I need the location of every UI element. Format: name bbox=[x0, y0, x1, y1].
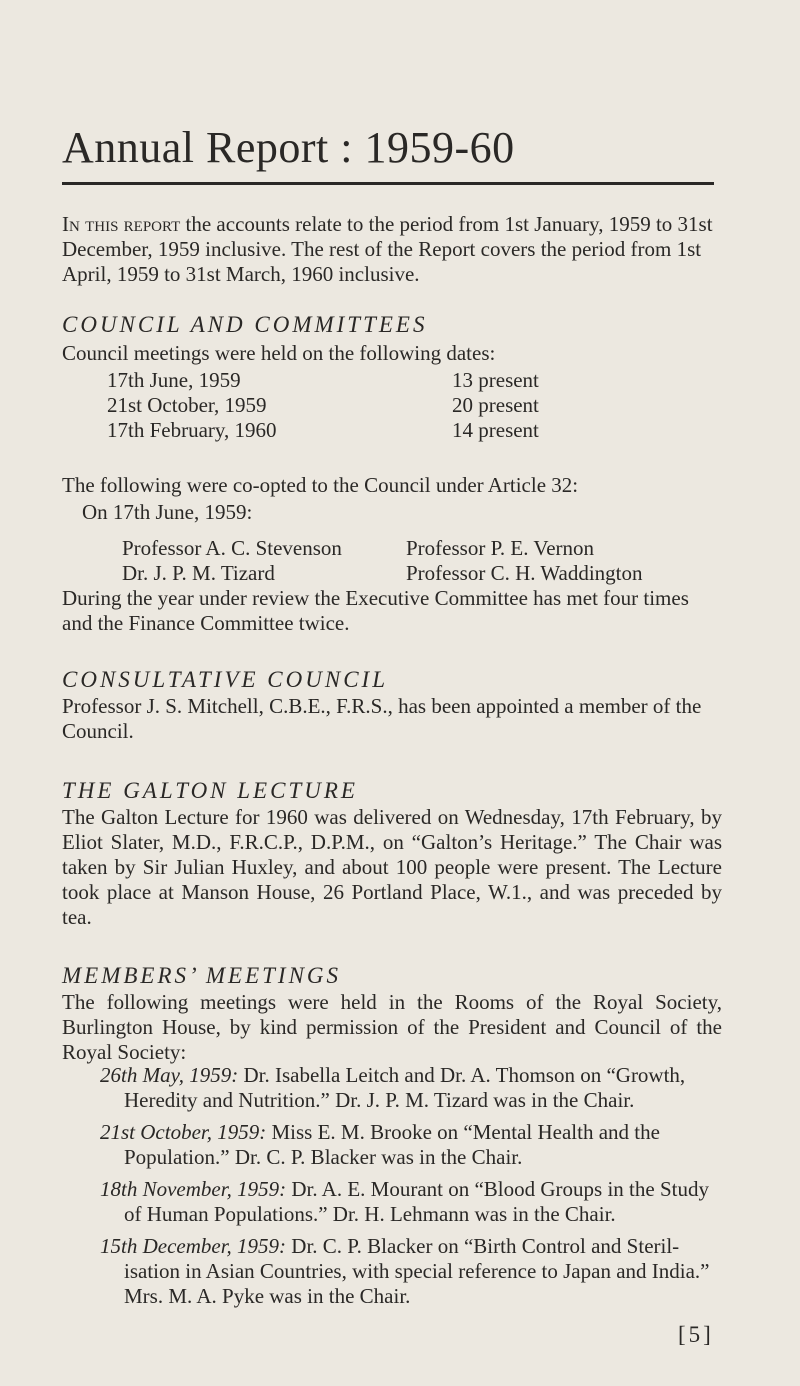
coopted-intro: The following were co-opted to the Council under Article 32: bbox=[62, 473, 579, 497]
coopted-member: Dr. J. P. M. Tizard bbox=[122, 561, 275, 585]
consultative-text: Professor J. S. Mitchell, C.B.E., F.R.S., has been appointed a member of the Council. bbox=[62, 694, 702, 743]
entry-line2: of Human Populations.” Dr. H. Lehmann was in the Chair. bbox=[124, 1202, 616, 1226]
galton-heading: THE GALTON LECTURE bbox=[62, 778, 358, 803]
meeting-date: 17th February, 1960 bbox=[107, 418, 277, 442]
coopted-member: Professor A. C. Stevenson bbox=[122, 536, 342, 560]
galton-text: The Galton Lecture for 1960 was delivered on Wednesday, 17th February, by Eliot Slater, M.D., F.R.C.P., D.P.M., on “Galton’s Heritage.” The Chair was taken by Sir Julian Huxley, and about 100 people were present. The Lecture took place at Manson House, 26 Portland Place, W.1., and was preceded by tea. bbox=[62, 805, 722, 929]
entry-date: 15th December, 1959: bbox=[100, 1234, 287, 1258]
intro-text: the accounts relate to the period from 1st January, 1959 to 31st December, 1959 inclusive. The rest of the Report covers the period from 1st April, 1959 to 31st March, 1960 inclusive. bbox=[62, 212, 713, 286]
meeting-entry bbox=[62, 1063, 722, 1113]
committee-text: During the year under review the Executive Committee has met four times and the Finance Committee twice. bbox=[62, 586, 689, 635]
members-text: The following meetings were held in the Rooms of the Royal Society, Burlington House, by kind permission of the President and Council of the Royal Society: bbox=[62, 990, 722, 1064]
meeting-entry bbox=[62, 1120, 722, 1170]
entry-line1: Dr. A. E. Mourant on “Blood Groups in the Study bbox=[286, 1177, 709, 1201]
entry-line1: Dr. C. P. Blacker on “Birth Control and Steril- bbox=[286, 1234, 680, 1258]
entry-date: 26th May, 1959: bbox=[100, 1063, 239, 1087]
council-intro: Council meetings were held on the following dates: bbox=[62, 341, 496, 365]
page-title: Annual Report : 1959-60 bbox=[62, 123, 515, 172]
meeting-present: 14 present bbox=[452, 418, 539, 442]
meeting-entry bbox=[62, 1234, 722, 1309]
coopted-member: Professor C. H. Waddington bbox=[406, 561, 643, 585]
title-rule bbox=[62, 182, 714, 185]
entry-line2: isation in Asian Countries, with special reference to Japan and India.” Mrs. M. A. Pyke was in the Chair. bbox=[124, 1259, 710, 1308]
entry-line1: Dr. Isabella Leitch and Dr. A. Thomson on “Growth, bbox=[238, 1063, 686, 1087]
intro-paragraph bbox=[62, 212, 722, 287]
meeting-present: 20 present bbox=[452, 393, 539, 417]
council-heading: COUNCIL AND COMMITTEES bbox=[62, 312, 428, 337]
entry-date: 18th November, 1959: bbox=[100, 1177, 287, 1201]
coopted-member: Professor P. E. Vernon bbox=[406, 536, 595, 560]
entry-date: 21st October, 1959: bbox=[100, 1120, 267, 1144]
intro-lead: In this report bbox=[62, 212, 181, 236]
meeting-date: 21st October, 1959 bbox=[107, 393, 267, 417]
page-number: [5] bbox=[678, 1322, 714, 1347]
meeting-entry bbox=[62, 1177, 722, 1227]
consultative-heading: CONSULTATIVE COUNCIL bbox=[62, 667, 389, 692]
meeting-present: 13 present bbox=[452, 368, 539, 392]
entry-line1: Miss E. M. Brooke on “Mental Health and the bbox=[266, 1120, 660, 1144]
entry-line2: Population.” Dr. C. P. Blacker was in the Chair. bbox=[124, 1145, 523, 1169]
coopted-date: On 17th June, 1959: bbox=[82, 500, 253, 524]
entry-line2: Heredity and Nutrition.” Dr. J. P. M. Tizard was in the Chair. bbox=[124, 1088, 635, 1112]
meeting-date: 17th June, 1959 bbox=[107, 368, 241, 392]
members-heading: MEMBERS’ MEETINGS bbox=[62, 963, 342, 988]
